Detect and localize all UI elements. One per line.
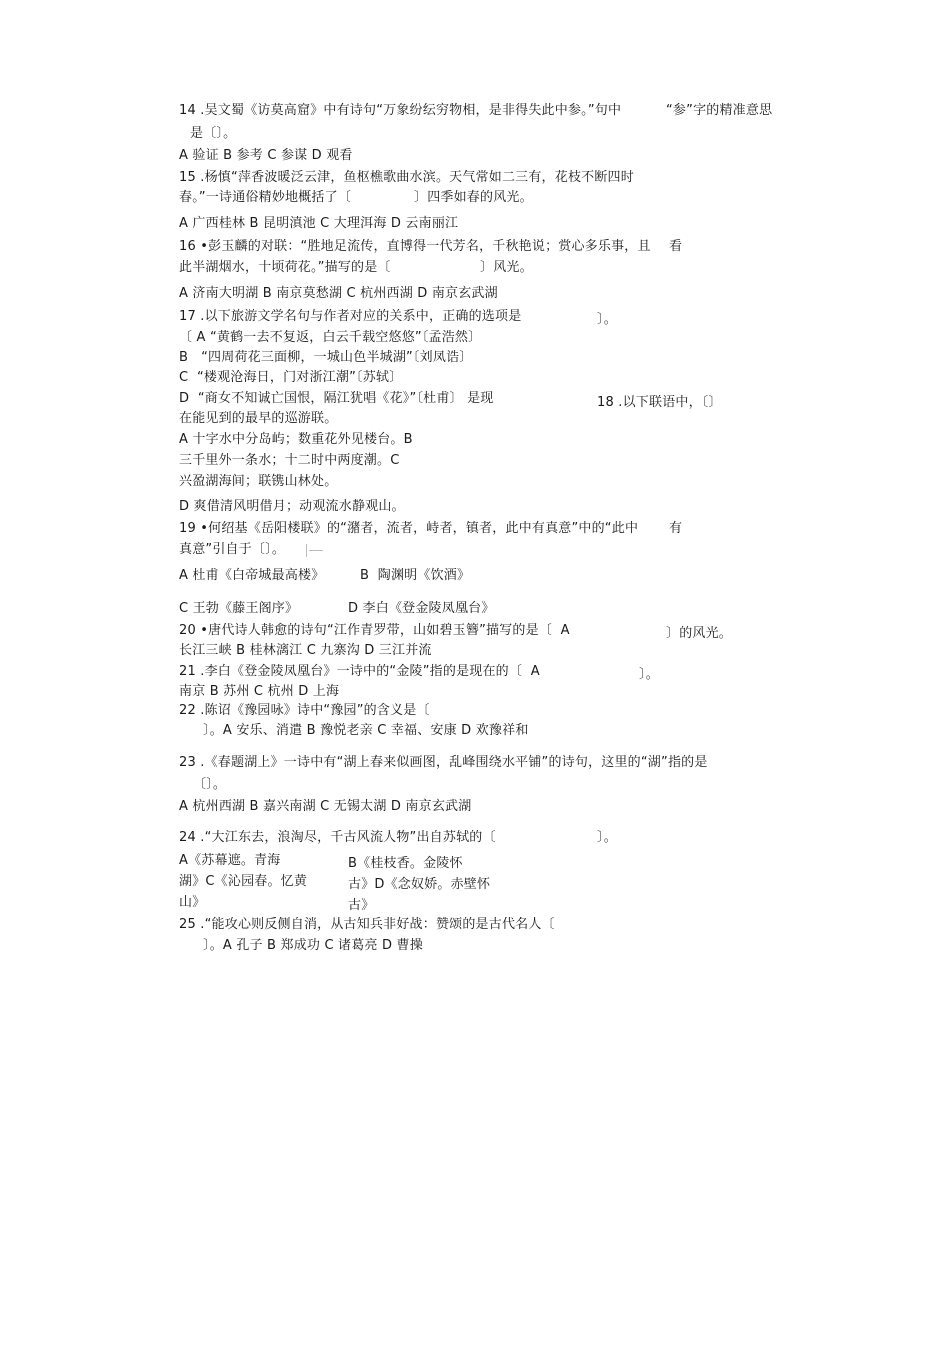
text-line: 〕。A 安乐、消遣 B 豫悦老亲 C 幸福、安康 D 欢豫祥和 — [203, 723, 529, 738]
text-line: 18 .以下联语中，〔〕 — [597, 395, 722, 410]
text-line: 〕。 — [597, 312, 617, 327]
text-line: 〕。 — [639, 667, 659, 682]
text-line: A《苏幕遮。青海 — [179, 853, 281, 868]
text-line: D 爽借清风明借月；动观流水静观山。 — [179, 499, 405, 514]
text-line: 25 .“能攻心则反侧自消，从古知兵非好战：赞颂的是古代名人〔 — [179, 917, 555, 932]
text-line: A 杜甫《白帝城最高楼》 — [179, 568, 325, 583]
text-cursor-mark — [306, 544, 307, 557]
text-line: C 王勃《藤王阁序》 — [179, 601, 299, 616]
text-line: 南京 B 苏州 C 杭州 D 上海 — [179, 684, 340, 699]
text-line: 〔〕。 — [193, 777, 227, 792]
text-line: D 李白《登金陵凤凰台》 — [348, 601, 495, 616]
text-line: 〔 A “黄鹤一去不复返，白云千载空悠悠”〔孟浩然〕 — [179, 330, 482, 345]
text-line: 23 .《春题湖上》一诗中有“湖上春来似画图，乱峰围绕水平铺”的诗句，这里的“湖”指的是 — [179, 755, 708, 770]
text-line: B “四周荷花三面柳，一城山色半城湖”〔刘凤诰〕 — [179, 350, 473, 365]
text-line: 14 .吴文蜀《访莫高窟》中有诗句“万象纷纭穷物相，是非得失此中参。”句中 — [179, 103, 622, 118]
text-line: 长江三峡 B 桂林漓江 C 九寨沟 D 三江并流 — [179, 643, 432, 658]
text-line: 湖》C《沁园春。忆黄 — [179, 874, 308, 889]
text-line: A 广西桂林 B 昆明滇池 C 大理洱海 D 云南丽江 — [179, 216, 459, 231]
text-line: 是〔〕。 — [190, 126, 237, 141]
text-line: 古》D《念奴娇。赤壁怀 — [348, 877, 491, 892]
text-line: 16 •彭玉麟的对联：“胜地足流传，直博得一代芳名，千秋艳说；赏心多乐事，且 — [179, 239, 651, 254]
text-line: 24 .“大江东去，浪淘尽，千古风流人物”出自苏轼的〔 — [179, 830, 496, 845]
text-line: 22 .陈诏《豫园咏》诗中“豫园”的含义是〔 — [179, 703, 430, 718]
text-line: B 陶渊明《饮酒》 — [360, 568, 471, 583]
text-line: 古》 — [348, 898, 375, 913]
text-line: 在能见到的最早的巡游联。 — [179, 411, 338, 426]
text-line: 〕。 — [597, 830, 617, 845]
text-line: 〕。A 孔子 B 郑成功 C 诸葛亮 D 曹操 — [203, 938, 423, 953]
text-line: 三千里外一条水；十二时中两度潮。C — [179, 453, 400, 468]
text-line: 山》 — [179, 895, 206, 910]
text-line: A 十字水中分岛屿；数重花外见楼台。B — [179, 432, 413, 447]
text-line: 〕的风光。 — [666, 626, 733, 641]
text-line: 有 — [669, 521, 683, 536]
text-line: 15 .杨慎“萍香波暖泛云津，鱼枢樵歌曲水滨。天气常如二三有，花枝不断四时 — [179, 170, 634, 185]
text-line: D “商女不知诚亡国恨，隔江犹唱《花》”〔杜甫〕 是现 — [179, 391, 494, 406]
text-line: A 验证 B 参考 C 参谋 D 观看 — [179, 148, 353, 163]
text-line: A 济南大明湖 B 南京莫愁湖 C 杭州西湖 D 南京玄武湖 — [179, 286, 498, 301]
text-line: C “楼观沧海日，门对浙江潮”〔苏轼〕 — [179, 370, 403, 385]
text-line: A 杭州西湖 B 嘉兴南湖 C 无锡太湖 D 南京玄武湖 — [179, 799, 472, 814]
text-line: 此半湖烟水，十顷荷花。”描写的是〔 — [179, 260, 391, 275]
text-line: 真意”引自于〔〕。 — [179, 542, 286, 557]
text-line: “参”字的精准意思 — [666, 103, 773, 118]
text-line: 〕风光。 — [480, 260, 533, 275]
text-line: 19 •何绍基《岳阳楼联》的“潴者，流者，峙者，镇者，此中有真意”中的“此中 — [179, 521, 639, 536]
text-line: B《桂枝香。金陵怀 — [348, 856, 463, 871]
text-line: 21 .李白《登金陵凤凰台》一诗中的“金陵”指的是现在的〔 A — [179, 664, 540, 679]
text-line: 春。”一诗通俗精妙地概括了〔 — [179, 190, 352, 205]
text-line: 兴盈湖海间；联镌山林处。 — [179, 474, 338, 489]
text-line: 〕四季如春的风光。 — [414, 190, 533, 205]
text-line: 看 — [669, 239, 683, 254]
dash-mark — [309, 550, 323, 551]
text-line: 17 .以下旅游文学名句与作者对应的关系中，正确的选项是 — [179, 309, 522, 324]
text-line: 20 •唐代诗人韩愈的诗句“江作青罗带，山如碧玉簪”描写的是〔 A — [179, 623, 570, 638]
